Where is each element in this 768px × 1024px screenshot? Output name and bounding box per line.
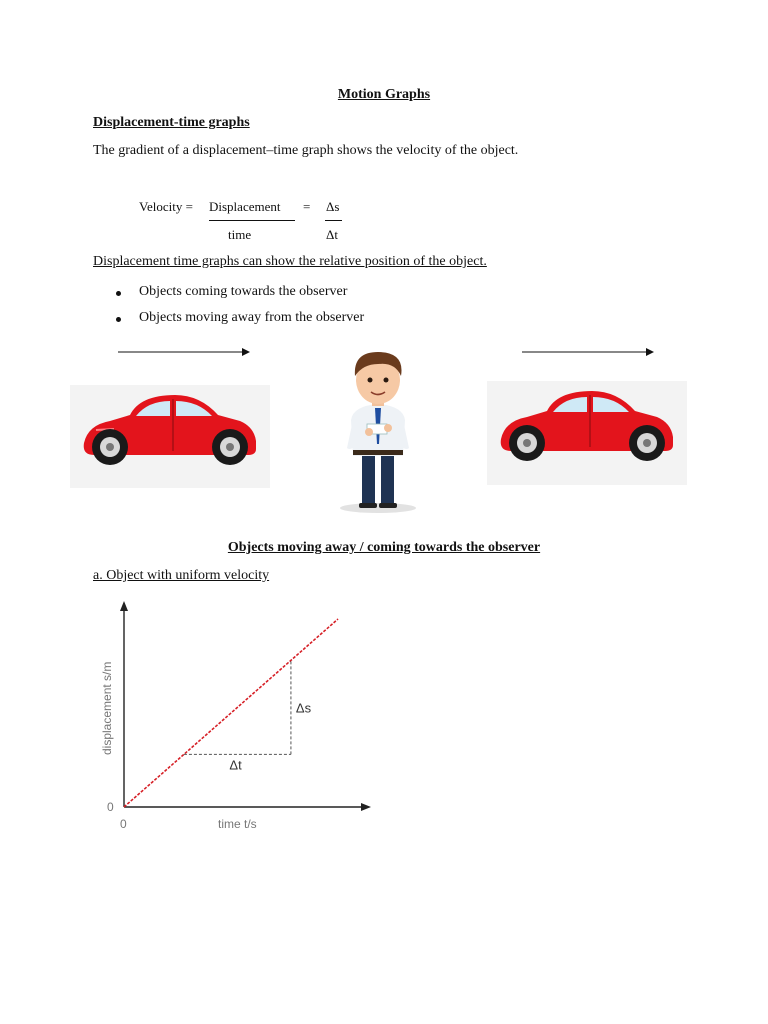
displacement-time-graph — [95, 595, 380, 840]
car-image-right — [487, 381, 687, 485]
subsection-uniform-velocity: a. Object with uniform velocity — [93, 568, 270, 583]
equation-delta-t: Δt — [326, 227, 338, 242]
y-origin-tick-label: 0 — [107, 800, 114, 814]
bullet-list — [116, 284, 364, 336]
list-item: Objects coming towards the observer — [116, 284, 364, 310]
delta-t-label: Δt — [229, 757, 242, 773]
section-heading-displacement-time: Displacement-time graphs — [93, 115, 250, 130]
fraction-bar-2 — [325, 220, 342, 221]
y-axis-arrow — [120, 601, 128, 611]
car-icon — [487, 381, 687, 485]
equation-numerator: Displacement — [209, 199, 281, 214]
equation-delta-s: Δs — [326, 199, 340, 214]
intro-text: The gradient of a displacement–time graph shows the velocity of the object. — [93, 143, 519, 158]
x-origin-tick-label: 0 — [120, 817, 127, 831]
equation-lhs: Velocity = — [139, 199, 193, 214]
fraction-bar-1 — [209, 220, 295, 221]
relative-position-text: Displacement time graphs can show the relative position of the object. — [93, 254, 487, 269]
right-arrow-left — [116, 345, 252, 359]
x-axis-arrow — [361, 803, 371, 811]
list-item: Objects moving away from the observer — [116, 310, 364, 336]
car-icon — [70, 385, 270, 488]
car-image-left — [70, 385, 270, 488]
right-arrow-right — [520, 345, 656, 359]
y-axis-label: displacement s/m — [100, 661, 114, 755]
equation-denominator: time — [228, 227, 252, 242]
section-heading-moving-objects: Objects moving away / coming towards the observer — [227, 540, 541, 555]
observer-person-icon — [333, 350, 423, 515]
equation-equals: = — [303, 199, 311, 214]
delta-s-label: Δs — [295, 700, 312, 716]
page-title: Motion Graphs — [337, 87, 431, 102]
x-axis-label: time t/s — [218, 817, 257, 831]
